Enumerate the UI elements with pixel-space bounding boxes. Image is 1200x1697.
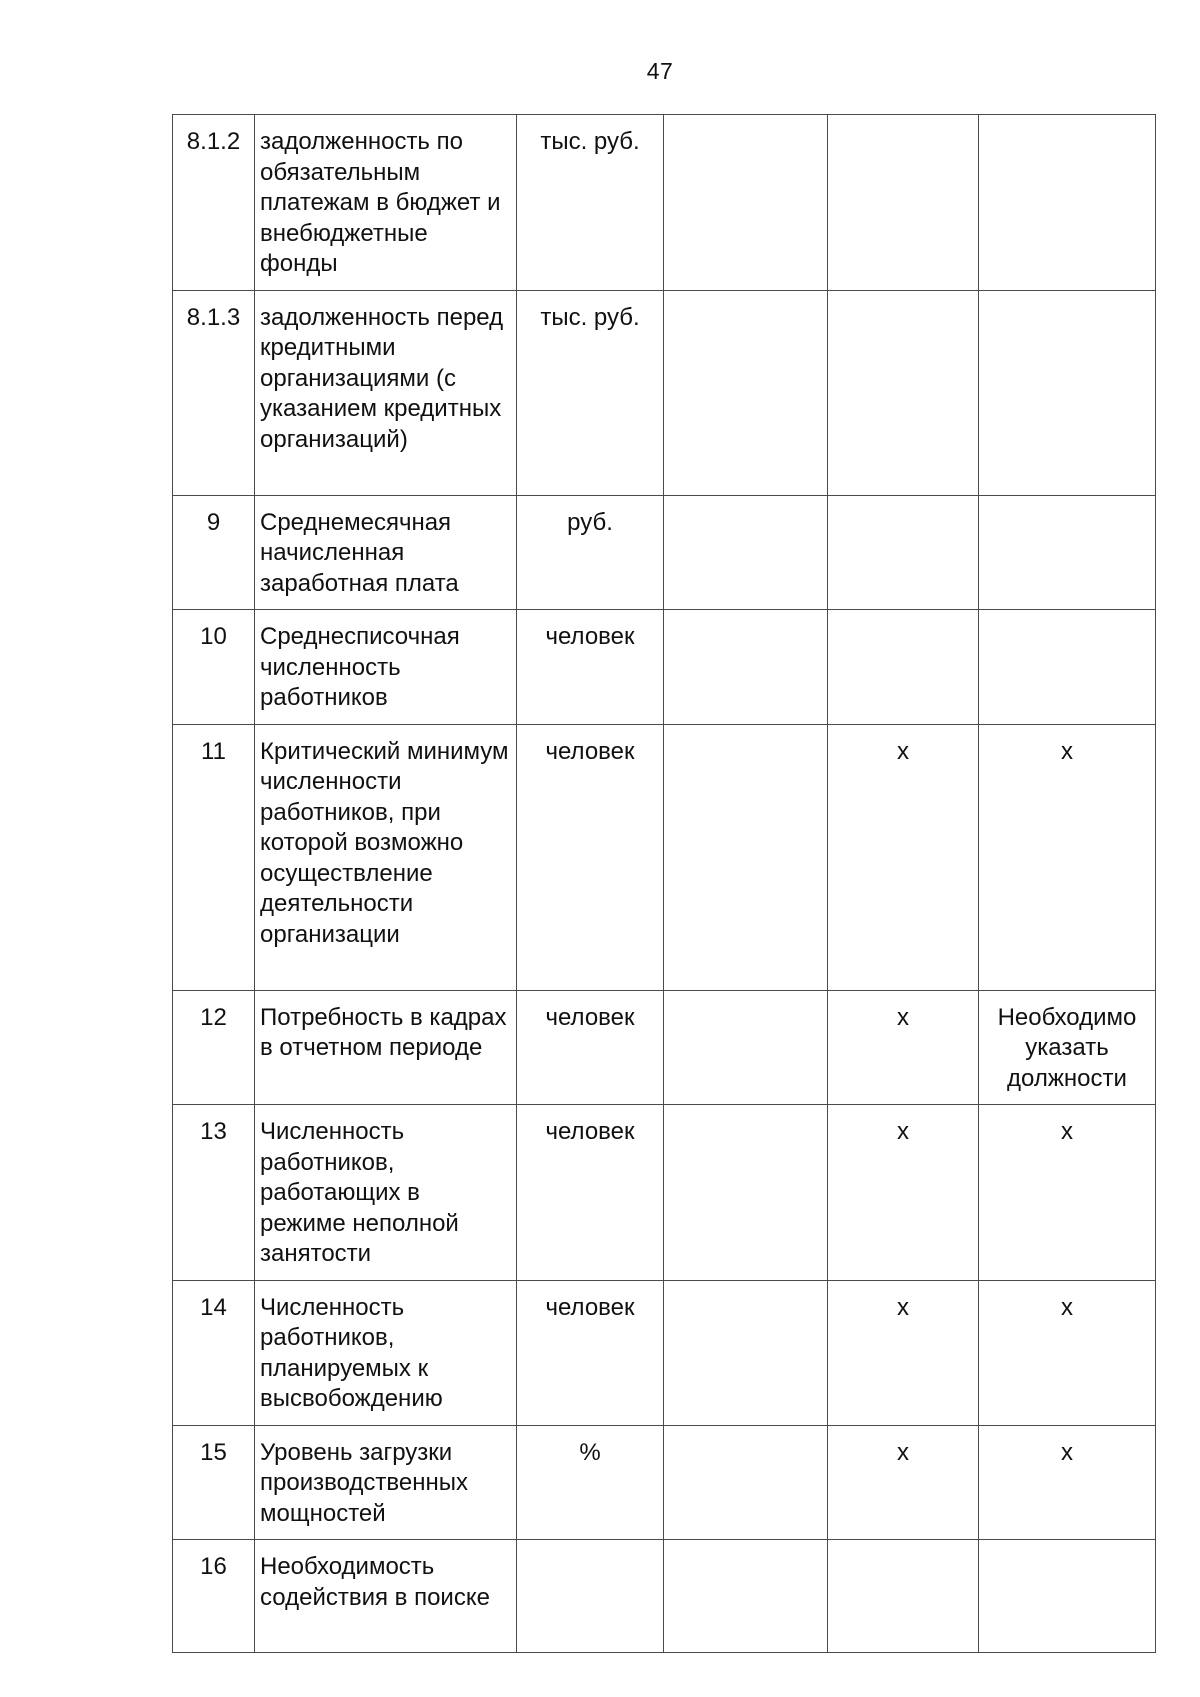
unit-cell: человек	[517, 990, 664, 1105]
note-cell	[979, 495, 1156, 610]
value-cell	[664, 115, 828, 291]
value-cell	[664, 1425, 828, 1540]
value-cell	[664, 290, 828, 495]
row-number-cell: 8.1.2	[173, 115, 255, 291]
indicator-name-cell: Среднесписочная численность работников	[255, 610, 517, 725]
row-number-cell: 8.1.3	[173, 290, 255, 495]
indicator-name-cell: Численность работников, работающих в режиме неполной занятости	[255, 1105, 517, 1281]
row-number-cell: 12	[173, 990, 255, 1105]
row-number-cell: 13	[173, 1105, 255, 1281]
note-cell: x	[979, 1425, 1156, 1540]
unit-cell: тыс. руб.	[517, 290, 664, 495]
value-cell: x	[828, 1105, 979, 1281]
value-cell	[828, 115, 979, 291]
indicator-name-cell: задолженность по обязательным платежам в бюджет и внебюджетные фонды	[255, 115, 517, 291]
note-cell	[979, 610, 1156, 725]
value-cell	[664, 1105, 828, 1281]
row-number-cell: 14	[173, 1280, 255, 1425]
unit-cell: человек	[517, 610, 664, 725]
unit-cell: человек	[517, 1280, 664, 1425]
value-cell: x	[828, 990, 979, 1105]
table-row	[173, 990, 1156, 1105]
value-cell	[664, 990, 828, 1105]
unit-cell: человек	[517, 724, 664, 990]
indicator-name-cell: Необходимость содействия в поиске	[255, 1540, 517, 1653]
table-row	[173, 1425, 1156, 1540]
value-cell	[828, 495, 979, 610]
indicator-name-cell: Численность работников, планируемых к высвобождению	[255, 1280, 517, 1425]
value-cell	[828, 1540, 979, 1653]
row-number-cell: 15	[173, 1425, 255, 1540]
value-cell	[664, 1280, 828, 1425]
table-row	[173, 115, 1156, 291]
note-cell	[979, 115, 1156, 291]
table-row	[173, 610, 1156, 725]
indicator-name-cell: задолженность перед кредитными организациями (с указанием кредитных организаций)	[255, 290, 517, 495]
table-row	[173, 1280, 1156, 1425]
unit-cell: руб.	[517, 495, 664, 610]
indicator-name-cell: Уровень загрузки производственных мощностей	[255, 1425, 517, 1540]
report-table	[172, 114, 1156, 1653]
value-cell	[664, 1540, 828, 1653]
note-cell: x	[979, 1280, 1156, 1425]
table-row	[173, 724, 1156, 990]
table-row	[173, 290, 1156, 495]
table-row	[173, 1540, 1156, 1653]
note-cell	[979, 290, 1156, 495]
indicator-name-cell: Критический минимум численности работников, при которой возможно осуществление деятельности организации	[255, 724, 517, 990]
table-row	[173, 1105, 1156, 1281]
row-number-cell: 16	[173, 1540, 255, 1653]
row-number-cell: 9	[173, 495, 255, 610]
unit-cell: человек	[517, 1105, 664, 1281]
value-cell: x	[828, 1425, 979, 1540]
indicator-name-cell: Среднемесячная начисленная заработная плата	[255, 495, 517, 610]
value-cell	[664, 724, 828, 990]
value-cell	[828, 610, 979, 725]
value-cell	[828, 290, 979, 495]
unit-cell	[517, 1540, 664, 1653]
value-cell	[664, 495, 828, 610]
page-number: 47	[646, 58, 674, 84]
unit-cell: тыс. руб.	[517, 115, 664, 291]
unit-cell: %	[517, 1425, 664, 1540]
note-cell: Необходимо указать должности	[979, 990, 1156, 1105]
note-cell: x	[979, 724, 1156, 990]
note-cell: x	[979, 1105, 1156, 1281]
note-cell	[979, 1540, 1156, 1653]
value-cell: x	[828, 1280, 979, 1425]
table-row	[173, 495, 1156, 610]
value-cell: x	[828, 724, 979, 990]
row-number-cell: 11	[173, 724, 255, 990]
indicator-name-cell: Потребность в кадрах в отчетном периоде	[255, 990, 517, 1105]
row-number-cell: 10	[173, 610, 255, 725]
value-cell	[664, 610, 828, 725]
